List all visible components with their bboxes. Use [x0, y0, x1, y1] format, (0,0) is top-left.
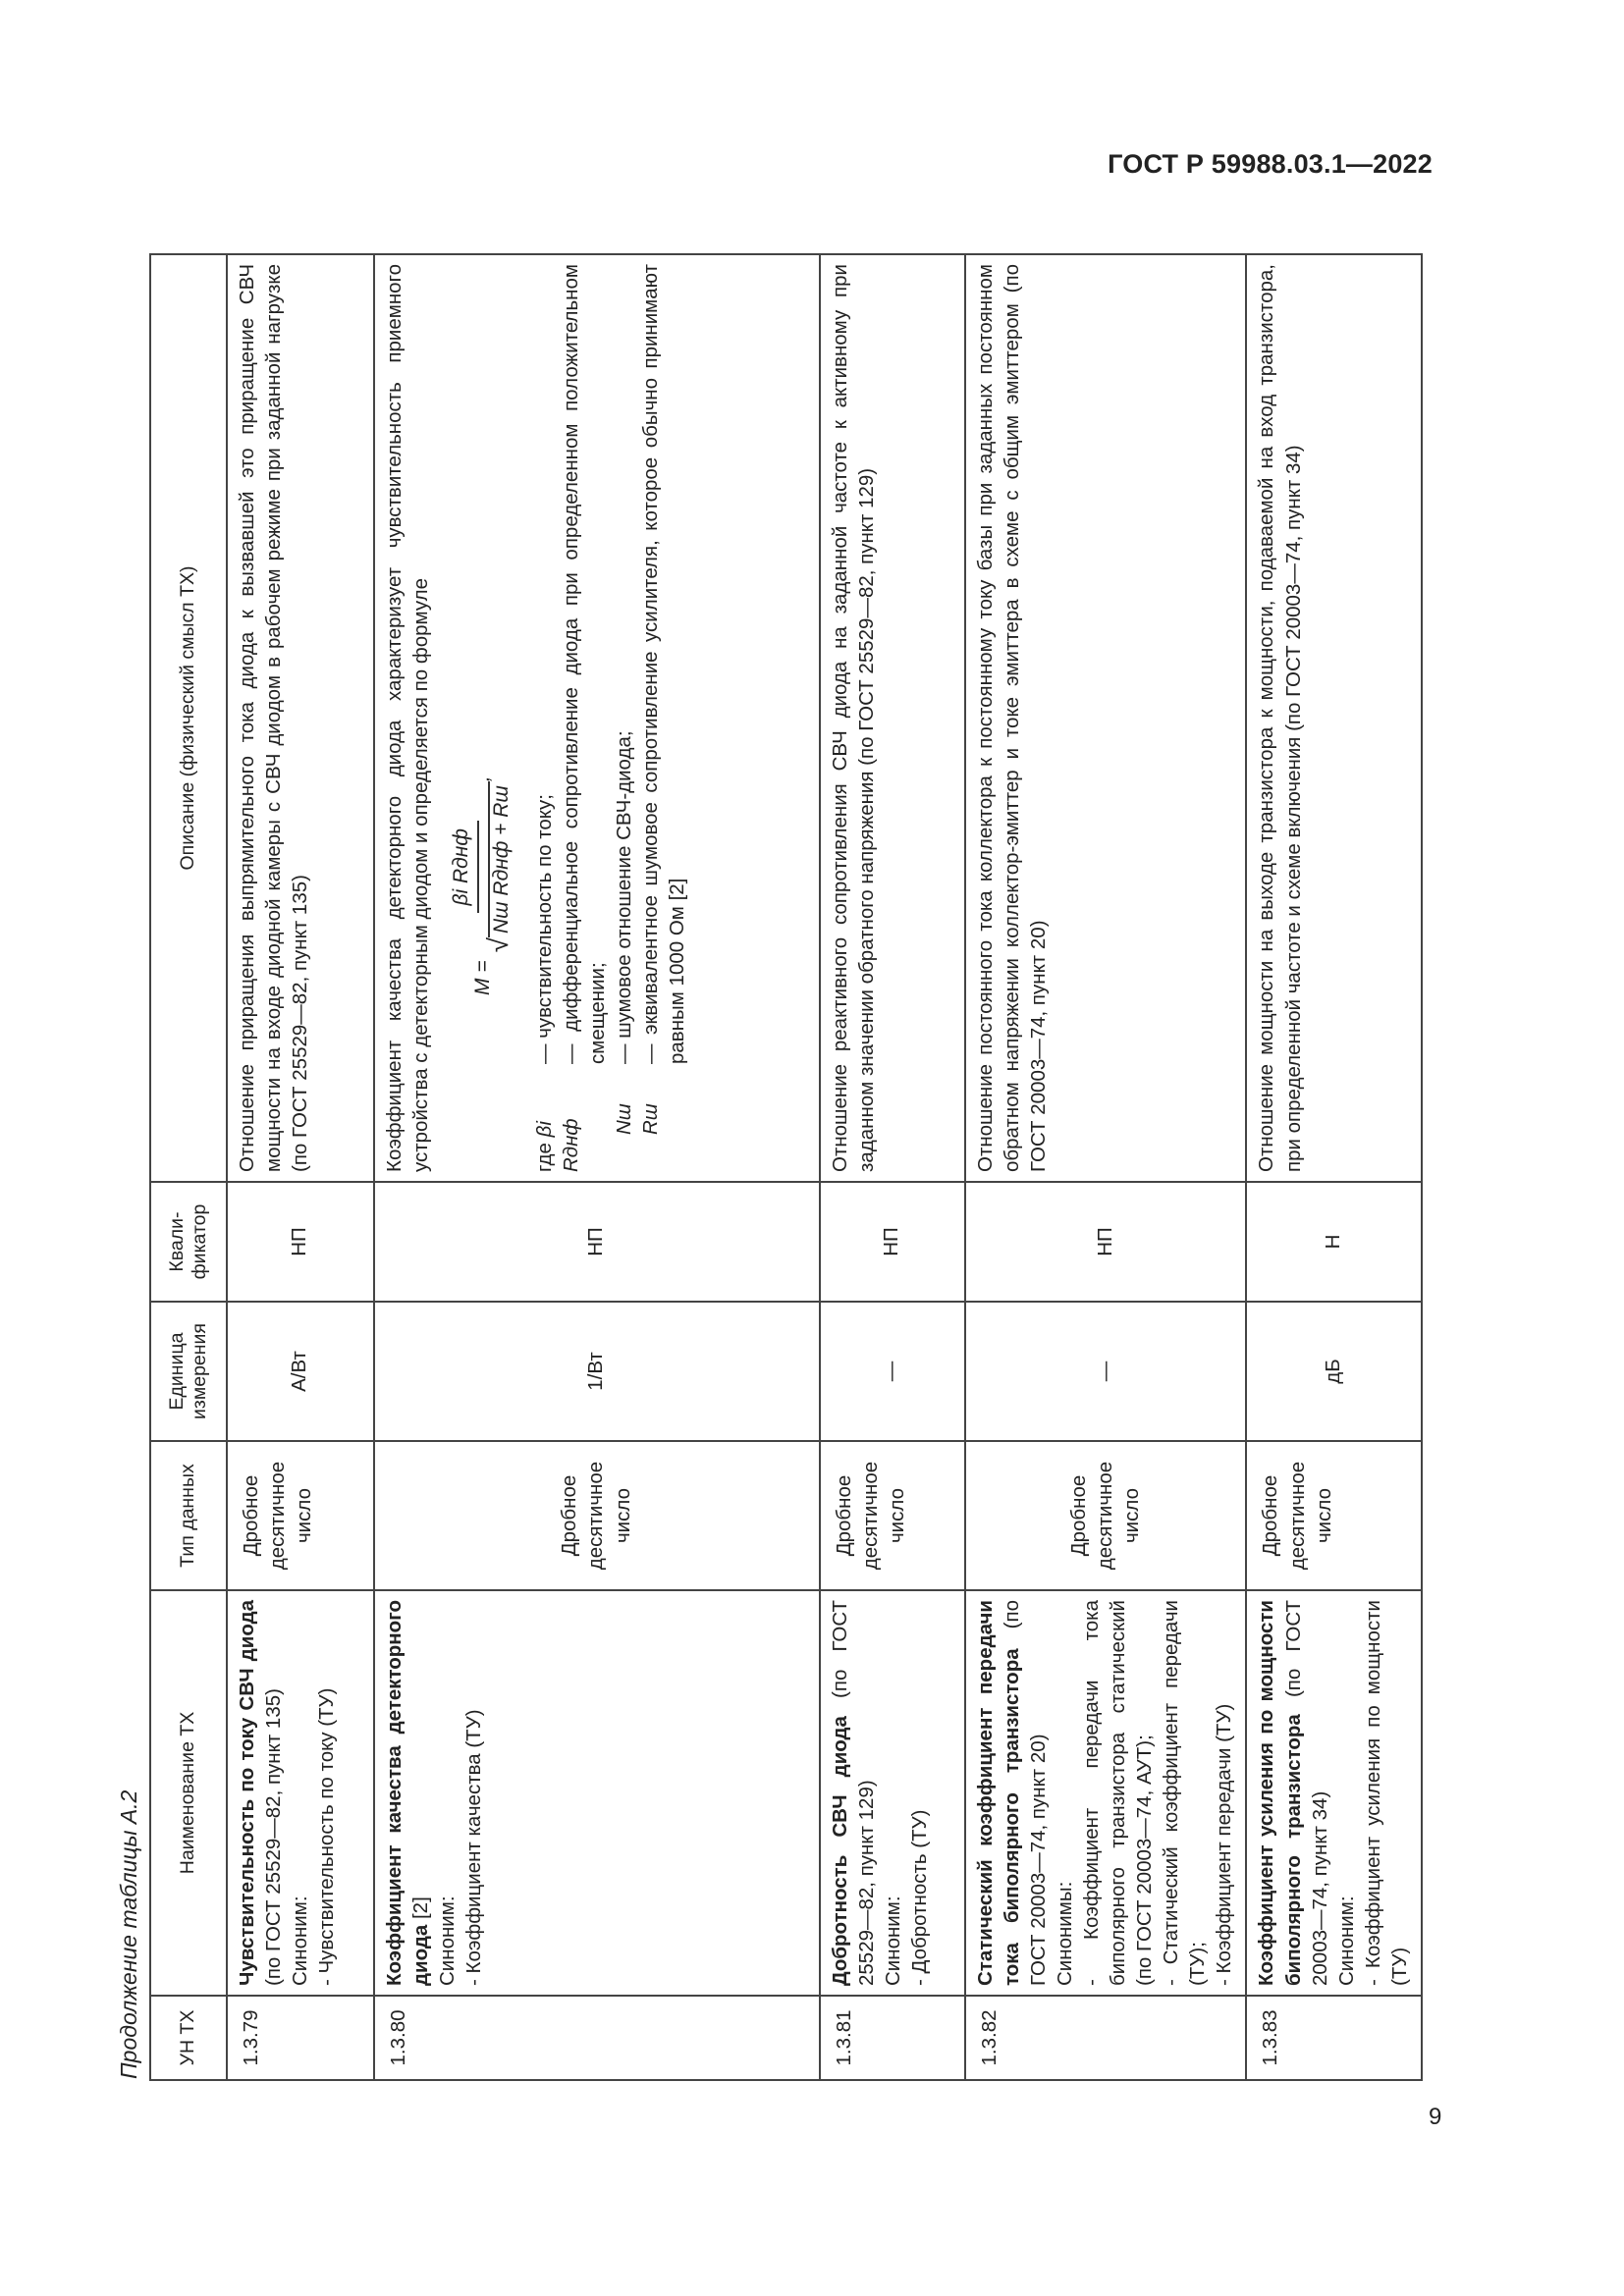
synonym-item: - Коэффициент усиления по мощности (ТУ): [1361, 1600, 1411, 1986]
legend-symbol: Rш: [638, 1103, 662, 1135]
row-name: [1246, 1590, 1421, 1996]
row-unit: —: [820, 1302, 965, 1441]
legend-text: — шумовое отношение СВЧ-диода;: [612, 730, 635, 1064]
synonym-item: - Коэффициент качества (ТУ): [462, 1709, 486, 1986]
row-name: [965, 1590, 1246, 1996]
row-description: Отношение постоянного тока коллектора к постоянному току базы при заданных постоянном обратном напряжении коллектор-эмиттер и токе эмиттера в схеме с общим эмиттером (по ГОСТ 20003—74, пункт 20): [965, 254, 1246, 1182]
sqrt-symbol: √: [482, 937, 514, 953]
row-code: 1.3.81: [820, 1996, 965, 2080]
column-header-name: Наименование ТХ: [150, 1590, 227, 1996]
row-name-title: Чувствительность по току СВЧ диода: [236, 1600, 258, 1986]
table-row: [820, 254, 965, 2080]
row-qualifier: НП: [227, 1182, 374, 1302]
legend-symbol: Rднф: [559, 1118, 582, 1172]
legend-item: [558, 264, 611, 1172]
formula-radicand: Nш Rднф + Rш: [488, 781, 513, 937]
row-name-source: (по ГОСТ 20003—74, пункт 34): [1281, 1599, 1331, 1986]
formula-lhs: M =: [470, 960, 494, 995]
legend-where: где: [532, 1143, 556, 1172]
row-name-source: (по ГОСТ 25529—82, пункт 135): [262, 1688, 286, 1986]
legend-symbol: Nш: [612, 1103, 635, 1135]
legend-symbol: βi: [532, 1121, 556, 1138]
synonym-heading: Синоним:: [882, 1896, 905, 1986]
row-code: 1.3.82: [965, 1996, 1246, 2080]
row-name: [227, 1590, 374, 1996]
synonym-item: - Статический коэффициент передачи (ТУ);: [1160, 1600, 1210, 1986]
synonym-item: - Коэффициент передачи (ТУ): [1213, 1703, 1236, 1986]
rotated-table-block: [108, 255, 1409, 2081]
row-name-source: (по ГОСТ 25529—82, пункт 129): [829, 1600, 879, 1986]
row-unit: 1/Вт: [374, 1302, 820, 1441]
row-name-title: Коэффициент усиления по мощности биполярного транзистора: [1255, 1600, 1305, 1986]
synonym-heading: Синоним:: [1334, 1896, 1358, 1986]
row-data-type: Дробное десятичное число: [1246, 1441, 1421, 1590]
characteristics-table: [149, 253, 1423, 2081]
table-row: [227, 254, 374, 2080]
table-row: [965, 254, 1246, 2080]
legend-item: [531, 264, 558, 1172]
legend-item: [611, 264, 637, 1172]
row-data-type: Дробное десятичное число: [820, 1441, 965, 1590]
row-qualifier: НП: [374, 1182, 820, 1302]
row-code: 1.3.83: [1246, 1996, 1421, 2080]
row-name-title: Добротность СВЧ диода: [829, 1716, 851, 1986]
legend-text: — чувствительность по току;: [532, 794, 556, 1064]
formula-numerator: βi Rднф: [448, 821, 479, 913]
synonym-item: - Коэффициент передачи тока биполярного транзистора статический (по ГОСТ 20003—74, АУТ);: [1080, 1600, 1157, 1986]
table-header-row: [150, 254, 227, 2080]
row-qualifier: НП: [965, 1182, 1246, 1302]
page-number: 9: [1429, 2104, 1442, 2130]
row-data-type: Дробное десятичное число: [227, 1441, 374, 1590]
quality-factor-formula: [448, 264, 517, 995]
description-text: Коэффициент качества детекторного диода характеризует чувствительность приемного устройства с детекторным диодом и определяется по формуле: [383, 264, 433, 1172]
column-header-unit: Единица измерения: [150, 1302, 227, 1441]
formula-fraction: [448, 781, 517, 952]
legend-text: — эквивалентное шумовое сопротивление усилителя, которое обычно принимают равным 1000 Ом [2]: [638, 264, 688, 1064]
legend-text: — дифференциальное сопротивление диода при определенном положительном смещении;: [559, 264, 609, 1064]
synonym-heading: Синоним:: [289, 1896, 312, 1986]
legend-item: [637, 264, 690, 1172]
row-description: Отношение реактивного сопротивления СВЧ диода на заданной частоте к активному при заданном значении обратного напряжения (по ГОСТ 25529—82, пункт 129): [820, 254, 965, 1182]
row-name: [374, 1590, 820, 1996]
row-name-source: [2]: [409, 1896, 433, 1925]
synonym-item: - Добротность (ТУ): [908, 1809, 932, 1986]
row-name-title: Коэффициент качества детекторного диода: [383, 1600, 433, 1986]
row-unit: —: [965, 1302, 1246, 1441]
synonym-heading: Синоним:: [436, 1896, 460, 1986]
row-qualifier: НП: [820, 1182, 965, 1302]
row-data-type: Дробное десятичное число: [374, 1441, 820, 1590]
row-unit: А/Вт: [227, 1302, 374, 1441]
column-header-qualifier: Квали-фикатор: [150, 1182, 227, 1302]
formula-legend: [531, 264, 690, 1172]
row-description: Отношение приращения выпрямительного тока диода к вызвавшей это приращение СВЧ мощности на входе диодной камеры с СВЧ диодом в рабочем режиме при заданной нагрузке (по ГОСТ 25529—82, пункт 135): [227, 254, 374, 1182]
column-header-type: Тип данных: [150, 1441, 227, 1590]
formula-denominator: [479, 781, 517, 952]
row-name-title: Статический коэффициент передачи тока биполярного транзистора: [974, 1600, 1024, 1986]
table-continuation-label: Продолжение таблицы А.2: [116, 1789, 141, 2079]
row-name: [820, 1590, 965, 1996]
synonym-heading: Синонимы:: [1054, 1881, 1077, 1986]
formula-tail: ,: [470, 775, 494, 782]
row-description: [374, 254, 820, 1182]
row-data-type: Дробное десятичное число: [965, 1441, 1246, 1590]
synonym-item: - Чувствительность по току (ТУ): [315, 1687, 339, 1986]
table-row: [374, 254, 820, 2080]
column-header-code: УН ТХ: [150, 1996, 227, 2080]
row-unit: дБ: [1246, 1302, 1421, 1441]
row-qualifier: Н: [1246, 1182, 1421, 1302]
row-description: Отношение мощности на выходе транзистора к мощности, подаваемой на вход транзистора, при определенной частоте и схеме включения (по ГОСТ 20003—74, пункт 34): [1246, 254, 1421, 1182]
row-name-source: (по ГОСТ 20003—74, пункт 20): [1001, 1600, 1051, 1986]
row-code: 1.3.80: [374, 1996, 820, 2080]
table-row: [1246, 254, 1421, 2080]
document-title: ГОСТ Р 59988.03.1—2022: [1108, 149, 1433, 179]
row-code: 1.3.79: [227, 1996, 374, 2080]
column-header-description: Описание (физический смысл ТХ): [150, 254, 227, 1182]
